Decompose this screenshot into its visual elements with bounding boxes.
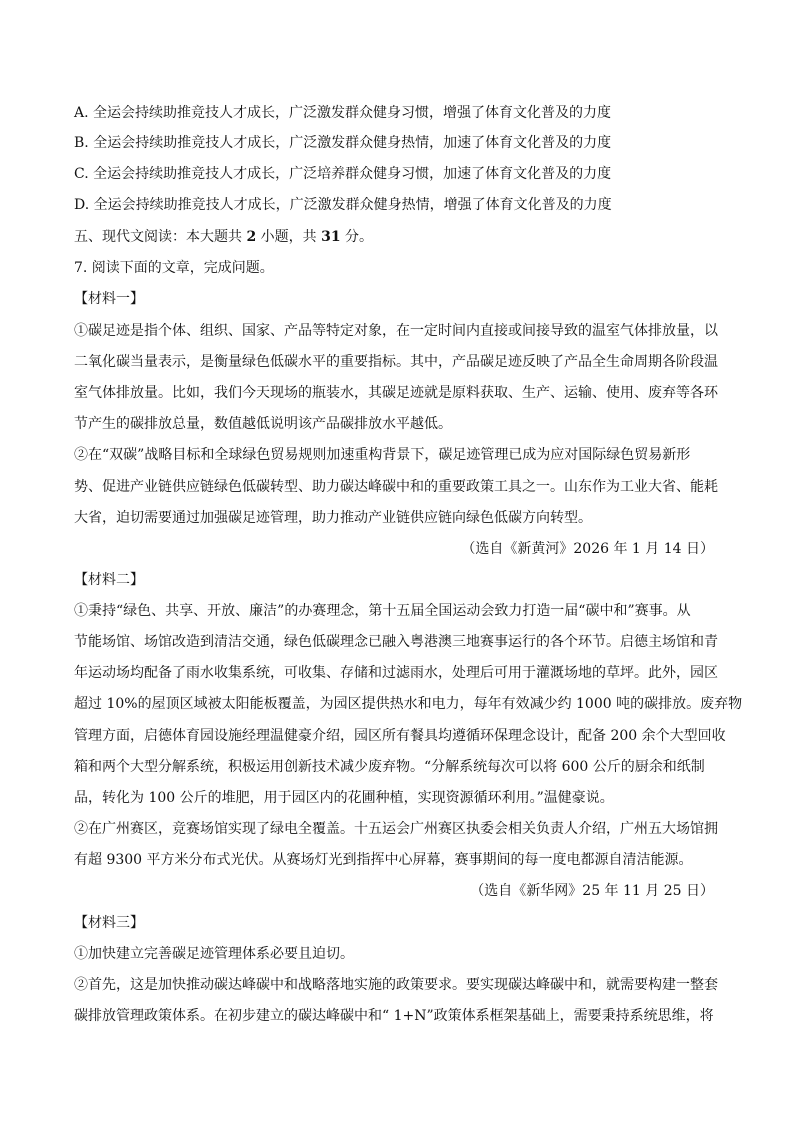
material-2-line: ①秉持“绿色、共享、开放、廉洁”的办赛理念，第十五届全国运动会致力打造一届“碳中和”赛事。从 — [74, 603, 691, 619]
material-1-line: 节产生的碳排放总量，数值越低说明该产品碳排放水平越低。 — [74, 416, 452, 432]
material-2-line: 箱和两个大型分解系统，积极运用创新技术减少废弃物。“分解系统每次可以将 600 公斤的厨余和纸制 — [74, 759, 705, 775]
material-2-line: ②在广州赛区，竞赛场馆实现了绿电全覆盖。十五运会广州赛区执委会相关负责人介绍，广州五大场馆拥 — [74, 821, 718, 837]
section-heading-suffix: 分。 — [340, 229, 374, 245]
material-1-source: （选自《新黄河》2026 年 1 月 14 日） — [461, 541, 714, 557]
material-2-title: 【材料二】 — [74, 572, 144, 588]
material-1-line: ②在“双碳”战略目标和全球绿色贸易规则加速重构背景下，碳足迹管理已成为应对国际绿色贸易新形 — [74, 447, 691, 463]
material-3-line: ②首先，这是加快推动碳达峰碳中和战略落地实施的政策要求。要实现碳达峰碳中和，就需要构建一整套 — [74, 977, 718, 993]
material-1-line: ①碳足迹是指个体、组织、国家、产品等特定对象，在一定时间内直接或间接导致的温室气体排放量，以 — [74, 323, 718, 339]
option-a: A. 全运会持续助推竞技人才成长，广泛激发群众健身习惯，增强了体育文化普及的力度 — [74, 105, 612, 121]
option-c: C. 全运会持续助推竞技人才成长，广泛培养群众健身习惯，加速了体育文化普及的力度 — [74, 166, 612, 182]
material-2-source: （选自《新华网》25 年 11 月 25 日） — [470, 883, 714, 899]
material-1-title: 【材料一】 — [74, 291, 144, 307]
material-3-line: 碳排放管理政策体系。在初步建立的碳达峰碳中和“ 1+N”政策体系框架基础上，需要秉持系统思维，将 — [74, 1008, 714, 1024]
material-1-line: 势、促进产业链供应链绿色低碳转型、助力碳达峰碳中和的重要政策工具之一。山东作为工业大省、能耗 — [74, 479, 718, 495]
option-b: B. 全运会持续助推竞技人才成长，广泛激发群众健身热情，加速了体育文化普及的力度 — [74, 135, 612, 151]
section-question-count: 2 — [246, 229, 257, 245]
material-1-line: 室气体排放量。比如，我们今天现场的瓶装水，其碳足迹就是原料获取、生产、运输、使用、废弃等各环 — [74, 385, 718, 401]
section-score: 31 — [321, 229, 341, 245]
question-7-prompt: 7. 阅读下面的文章，完成问题。 — [74, 260, 274, 276]
material-2-line: 超过 10%的屋顶区域被太阳能板覆盖，为园区提供热水和电力，每年有效减少约 1000 吨的碳排放。废弃物 — [74, 696, 743, 712]
option-d: D. 全运会持续助推竞技人才成长，广泛激发群众健身热情，增强了体育文化普及的力度 — [74, 197, 612, 213]
material-2-line: 管理方面，启德体育园设施经理温健豪介绍，园区所有餐具均遵循环保理念设计，配备 200 余个大型回收 — [74, 728, 726, 744]
material-3-title: 【材料三】 — [74, 915, 144, 931]
material-2-line: 品，转化为 100 公斤的堆肥，用于园区内的花圃种植，实现资源循环利用。”温健豪说。 — [74, 790, 614, 806]
material-2-line: 有超 9300 平方米分布式光伏。从赛场灯光到指挥中心屏幕，赛事期间的每一度电都源自清洁能源。 — [74, 852, 693, 868]
material-1-line: 大省，迫切需要通过加强碳足迹管理，助力推动产业链供应链向绿色低碳方向转型。 — [74, 510, 592, 526]
material-2-line: 节能场馆、场馆改造到清洁交通，绿色低碳理念已融入粤港澳三地赛事运行的各个环节。启德主场馆和青 — [74, 634, 718, 650]
section-heading — [74, 227, 722, 247]
section-heading-mid: 小题，共 — [256, 229, 322, 245]
material-1-line: 二氧化碳当量表示，是衡量绿色低碳水平的重要指标。其中，产品碳足迹反映了产品全生命周期各阶段温 — [74, 354, 718, 370]
material-3-line: ①加快建立完善碳足迹管理体系必要且迫切。 — [74, 946, 354, 962]
section-heading-prefix: 五、现代文阅读：本大题共 — [74, 229, 247, 245]
material-2-line: 年运动场均配备了雨水收集系统，可收集、存储和过滤雨水，处理后可用于灌溉场地的草坪。此外，园区 — [74, 665, 718, 681]
